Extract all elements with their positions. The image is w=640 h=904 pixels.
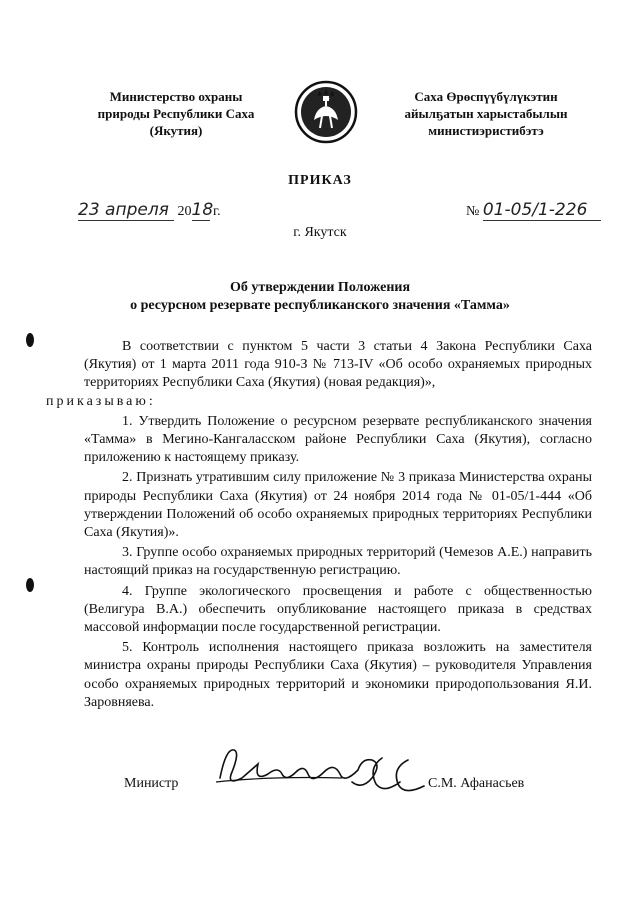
intro-text: В соответствии с пунктом 5 части 3 статьи 4 Закона Республики Саха (Якутия) от 1 марта 2011 года 910-З № 713-IV «Об особо охраняемых природных территориях Республики Саха (Якутия) (новая редакция)»,	[84, 339, 592, 391]
ministry-line: (Якутия)	[149, 123, 203, 138]
signer-name: С.М. Афанасьев	[428, 776, 525, 791]
order-item: 4. Группе экологического просвещения и работе с общественностью (Велигура В.А.) обеспечить опубликование настоящего приказа в средствах массовой информации после государственной регистрации.	[84, 583, 592, 636]
ministry-line: природы Республики Саха	[97, 106, 255, 121]
date-year-tail: г.	[213, 204, 221, 219]
punch-hole-mark	[26, 578, 34, 592]
number-label: №	[466, 204, 480, 219]
order-word: приказываю:	[46, 393, 156, 409]
order-item: 2. Признать утратившим силу приложение № 3 приказа Министерства охраны природы Республики Саха (Якутия) от 24 ноября 2014 года № 01-05/1-444 «Об утверждении Положений об особо охраняемых природных территориях Республики Саха (Якутия)».	[84, 470, 592, 541]
subject-line: Об утверждении Положения	[229, 280, 411, 295]
order-body	[46, 338, 592, 714]
intro-paragraph	[46, 338, 592, 411]
date-year-prefix: 20	[177, 204, 192, 219]
document-title: ПРИКАЗ	[288, 173, 352, 188]
ministry-line: Саха Өрөспүүбүлүкэтин	[414, 89, 558, 104]
ministry-line: айылҕатын харыстабылын	[404, 106, 568, 121]
ministry-line: Министерство охраны	[109, 89, 243, 104]
subject-line: о ресурсном резервате республиканского значения «Тамма»	[130, 298, 510, 313]
republic-emblem-icon	[294, 80, 358, 144]
order-item: 5. Контроль исполнения настоящего приказа возложить на заместителя министра охраны природы Республики Саха (Якутия) – руководителя Управления особо охраняемых природных территорий и экономики природопользования Я.И. Заровняева.	[84, 640, 592, 710]
order-item: 1. Утвердить Положение о ресурсном резервате республиканского значения «Тамма» в Мегино-Кангаласском районе Республики Саха (Якутия), согласно приложению к настоящему приказу.	[84, 413, 592, 466]
signer-position: Министр	[124, 776, 179, 791]
ministry-name-russian	[66, 88, 286, 139]
punch-hole-mark	[26, 333, 34, 347]
order-number	[466, 200, 601, 221]
order-subject	[0, 279, 640, 315]
order-date	[78, 200, 221, 221]
date-day-month: 23 апреля	[78, 200, 174, 221]
city: г. Якутск	[293, 225, 347, 240]
order-item: 3. Группе особо охраняемых природных территорий (Чемезов А.Е.) направить настоящий приказ на государственную регистрацию.	[84, 545, 592, 579]
date-year-suffix: 18	[191, 200, 214, 220]
ministry-name-sakha	[372, 88, 600, 139]
handwritten-signature	[212, 738, 432, 808]
number-value: 01-05/1-226	[483, 200, 601, 221]
ministry-line: министиэристибэтэ	[428, 123, 544, 138]
